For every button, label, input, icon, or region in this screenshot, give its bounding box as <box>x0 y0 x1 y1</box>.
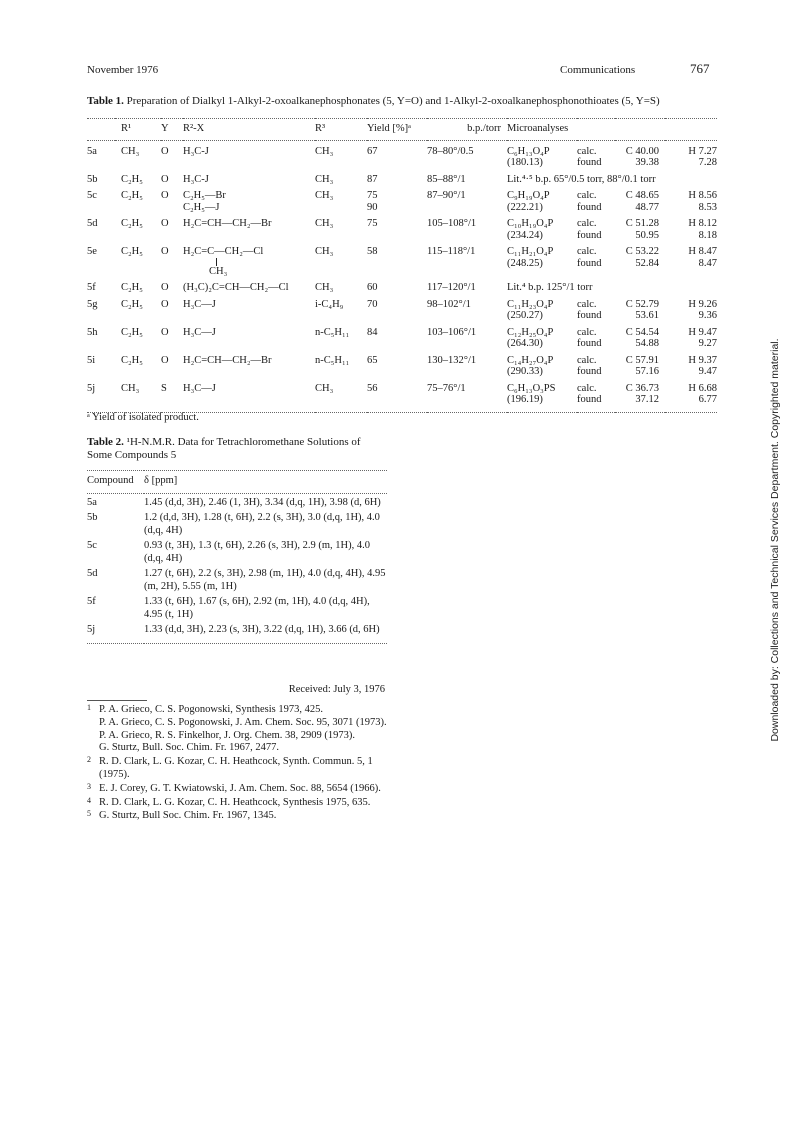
download-watermark-text: Downloaded by: Collections and Technical Services Department. Copyrighted material. <box>769 338 781 742</box>
running-header-section: Communications <box>560 64 636 76</box>
hydrogen-values <box>665 185 717 213</box>
reference-line: G. Sturtz, Bull. Soc. Chim. Fr. 1967, 2477. <box>99 742 279 754</box>
reference-number: 5 <box>87 809 91 819</box>
table-row <box>87 537 387 565</box>
r2x-value: H₃C—J <box>183 326 216 338</box>
molecular-weight: (248.25) <box>507 257 543 269</box>
carbon-values <box>615 294 665 322</box>
r3-cell: i-C₄H₉ <box>315 298 344 310</box>
bp-cell: 87–90°/1 <box>427 190 466 201</box>
found-label: found <box>577 338 602 349</box>
hydrogen-values <box>665 322 717 350</box>
references-divider <box>87 700 147 701</box>
hydrogen-found: 8.18 <box>698 229 717 241</box>
formula: C₉H₁₉O₄P <box>507 190 550 201</box>
bp-cell: 85–88°/1 <box>427 173 466 185</box>
found-label: found <box>577 157 602 168</box>
running-header-date: November 1976 <box>87 64 159 76</box>
r1-cell: C₂H₅ <box>121 190 143 201</box>
yield-cell <box>367 378 427 413</box>
compound-id: 5i <box>87 354 96 366</box>
bp-cell: 117–120°/1 <box>427 282 476 293</box>
found-label: found <box>577 394 602 405</box>
formula-cell <box>507 294 577 322</box>
yield-value: 60 <box>367 282 378 293</box>
reference-line: R. D. Clark, L. G. Kozar, C. H. Heathcock, Synth. Commun. 5, 1 (1975). <box>99 756 373 780</box>
y-cell: O <box>161 282 169 293</box>
r2x-cell <box>183 213 315 241</box>
r2x-cell <box>183 140 315 169</box>
page-number: 767 <box>690 61 710 76</box>
bp-cell: 130–132°/1 <box>427 354 477 366</box>
y-cell: O <box>161 298 169 310</box>
bp-cell: 103–106°/1 <box>427 326 477 338</box>
bp-cell: 78–80°/0.5 <box>427 145 474 157</box>
hydrogen-values <box>665 140 717 169</box>
hydrogen-values <box>665 350 717 378</box>
branch-bond <box>216 258 217 266</box>
yield-value: 56 <box>367 382 378 394</box>
col-r3: R³ <box>315 119 367 141</box>
r1-cell: C₂H₅ <box>121 173 143 185</box>
table2-header-row <box>87 471 387 494</box>
reference-line: E. J. Corey, G. T. Kwiatowski, J. Am. Chem. Soc. 88, 5654 (1966). <box>99 782 381 794</box>
col-r2x: R²-X <box>183 119 315 141</box>
r3-cell: n-C₅H₁₁ <box>315 354 350 366</box>
y-cell: S <box>161 378 183 413</box>
r1-cell: C₂H₅ <box>121 326 143 338</box>
r2x-value: C₂H₅—Br <box>183 190 226 201</box>
nmr-data: 1.45 (d,d, 3H), 2.46 (1, 3H), 3.34 (d,q, 1H), 3.98 (d, 6H) <box>144 496 381 508</box>
analysis-labels <box>577 241 615 277</box>
r1-cell: CH₃ <box>121 145 140 157</box>
table-row <box>87 593 387 621</box>
y-cell: O <box>161 190 169 201</box>
r2x-value: (H₃C)₂C=CH—CH₂—Cl <box>183 282 289 293</box>
found-label: found <box>577 201 602 213</box>
y-cell: O <box>161 354 169 366</box>
reference-number: 3 <box>87 781 91 791</box>
hydrogen-calc: H 8.56 <box>688 190 717 201</box>
col-microanalyses: Microanalyses <box>507 119 717 141</box>
reference-line: P. A. Grieco, C. S. Pogonowski, J. Am. Chem. Soc. 95, 3071 (1973). <box>99 716 387 728</box>
hydrogen-values <box>665 241 717 277</box>
table-row <box>87 565 387 593</box>
table-row <box>87 621 387 643</box>
reference-line: P. A. Grieco, R. S. Finkelhor, J. Org. Chem. 38, 2909 (1973). <box>99 729 356 741</box>
r1-cell: C₂H₅ <box>121 218 143 229</box>
bp-cell: 75–76°/1 <box>427 378 507 413</box>
reference-line: G. Sturtz, Bull Soc. Chim. Fr. 1967, 1345. <box>99 810 277 822</box>
r2x-cell <box>183 294 315 322</box>
carbon-calc: C 54.54 <box>625 326 659 338</box>
hydrogen-found: 9.27 <box>698 338 717 349</box>
reference-line: R. D. Clark, L. G. Kozar, C. H. Heathcock, Synthesis 1975, 635. <box>99 796 371 808</box>
r3-cell: n-C₅H₁₁ <box>315 326 350 338</box>
reference-item <box>87 704 387 755</box>
formula: C₁₂H₂₅O₄P <box>507 326 554 338</box>
r2x-value: H₃C-J <box>183 145 209 157</box>
r3-cell: CH₃ <box>315 378 367 413</box>
found-label: found <box>577 257 602 269</box>
r2x-cell <box>183 277 315 294</box>
table1 <box>87 118 717 413</box>
reference-item <box>87 756 387 782</box>
yield-cell <box>367 241 427 277</box>
calc-label: calc. <box>577 354 597 366</box>
r3-cell: CH₃ <box>315 145 334 157</box>
calc-label: calc. <box>577 382 597 394</box>
compound-id: 5b <box>87 512 98 523</box>
r1-cell: C₂H₅ <box>121 298 143 310</box>
hydrogen-found: 7.28 <box>698 157 717 168</box>
col-yield: Yield [%]ᵃ <box>367 119 427 141</box>
table2-caption-text: ¹H-N.M.R. Data for Tetrachloromethane Solutions of Some Compounds 5 <box>87 436 361 461</box>
r2x-cell <box>183 241 315 277</box>
literature-note: Lit.⁴ b.p. 125°/1 torr <box>507 282 593 293</box>
hydrogen-values <box>665 294 717 322</box>
table-row <box>87 241 717 277</box>
yield-value: 75 <box>367 190 378 201</box>
r2x-cell <box>183 378 315 413</box>
literature-note: Lit.⁴·⁵ b.p. 65°/0.5 torr, 88°/0.1 torr <box>507 173 656 185</box>
r3-cell: CH₃ <box>315 190 334 201</box>
yield-cell <box>367 185 427 213</box>
compound-id: 5f <box>87 596 96 607</box>
table-row <box>87 140 717 169</box>
compound-id: 5j <box>87 621 144 643</box>
table-row <box>87 294 717 322</box>
y-cell: O <box>161 145 169 157</box>
carbon-values <box>615 322 665 350</box>
r2x-cell <box>183 169 315 186</box>
nmr-data: 1.2 (d,d, 3H), 1.28 (t, 6H), 2.2 (s, 3H), 3.0 (d,q, 1H), 4.0 (d,q, 4H) <box>144 512 380 536</box>
r1-cell: CH₃ <box>115 378 161 413</box>
r1-cell: C₂H₅ <box>121 282 143 293</box>
molecular-weight: (264.30) <box>507 338 543 349</box>
carbon-found: 54.88 <box>635 338 659 349</box>
r1-cell: C₂H₅ <box>121 246 143 257</box>
carbon-found: 50.95 <box>635 229 659 241</box>
hydrogen-found: 8.53 <box>698 201 717 213</box>
hydrogen-found: 6.77 <box>698 394 717 405</box>
carbon-values <box>615 140 665 169</box>
yield-cell <box>367 322 427 350</box>
r2x-value: H₂C=CH—CH₂—Br <box>183 218 272 229</box>
carbon-found: 48.77 <box>635 201 659 213</box>
table-row <box>87 509 387 537</box>
molecular-weight: (250.27) <box>507 310 543 321</box>
table-row <box>87 378 717 413</box>
analysis-labels <box>577 350 615 378</box>
table2 <box>87 470 387 644</box>
calc-label: calc. <box>577 326 597 338</box>
r2x-value: H₂C=CH—CH₂—Br <box>183 354 272 366</box>
analysis-labels <box>577 213 615 241</box>
hydrogen-found: 9.36 <box>698 310 717 321</box>
y-cell: O <box>161 326 169 338</box>
table2-label: Table 2. <box>87 436 124 448</box>
analysis-labels <box>577 140 615 169</box>
r2x-value: H₃C—J <box>183 298 216 310</box>
formula: C₆H₁₃O₄P <box>507 145 550 157</box>
calc-label: calc. <box>577 246 597 257</box>
reference-number: 2 <box>87 755 91 765</box>
r3-cell: CH₃ <box>315 218 334 229</box>
hydrogen-found: 9.47 <box>698 366 717 377</box>
found-label: found <box>577 366 602 377</box>
bp-cell: 105–108°/1 <box>427 218 477 229</box>
compound-id: 5c <box>87 540 97 551</box>
hydrogen-values <box>665 378 717 413</box>
molecular-weight: (180.13) <box>507 157 543 168</box>
hydrogen-calc: H 8.12 <box>688 218 717 229</box>
yield-cell <box>367 294 427 322</box>
molecular-weight: (196.19) <box>507 394 543 405</box>
carbon-calc: C 40.00 <box>625 145 659 157</box>
carbon-values <box>615 350 665 378</box>
carbon-values <box>615 241 665 277</box>
col-y: Y <box>161 119 183 141</box>
compound-id: 5j <box>87 378 115 413</box>
hydrogen-calc: H 9.37 <box>688 354 717 366</box>
carbon-calc: C 52.79 <box>625 298 659 310</box>
reference-number: 1 <box>87 703 91 712</box>
table1-caption-text: Preparation of Dialkyl 1-Alkyl-2-oxoalkanephosphonates (5, Y=O) and 1-Alkyl-2-oxoalkanephosphonothioates (5, Y=S) <box>126 95 660 107</box>
carbon-calc: C 57.91 <box>625 354 659 366</box>
formula-cell <box>507 241 577 277</box>
table1-footnote: ᵃ Yield of isolated product. <box>87 412 199 423</box>
download-watermark <box>768 330 782 750</box>
carbon-values <box>615 213 665 241</box>
carbon-found: 37.12 <box>635 394 659 405</box>
carbon-calc: C 51.28 <box>625 218 659 229</box>
yield-cell <box>367 213 427 241</box>
molecular-weight: (234.24) <box>507 229 543 241</box>
r2x-substituent: CH₃ <box>209 265 228 277</box>
yield-value: 75 <box>367 218 378 229</box>
reference-number: 4 <box>87 795 91 805</box>
nmr-data: 1.33 (t, 6H), 1.67 (s, 6H), 2.92 (m, 1H), 4.0 (d,q, 4H), 4.95 (t, 1H) <box>144 596 370 620</box>
r2x-value: H₃C-J <box>183 173 209 185</box>
analysis-labels <box>577 185 615 213</box>
hydrogen-calc: H 8.47 <box>688 246 717 257</box>
table1-label: Table 1. <box>87 95 124 107</box>
carbon-found: 57.16 <box>635 366 659 377</box>
r3-cell: CH₃ <box>315 173 334 185</box>
carbon-found: 53.61 <box>635 310 659 321</box>
reference-item <box>87 797 387 810</box>
bp-cell: 98–102°/1 <box>427 298 471 310</box>
nmr-data: 1.33 (d,d, 3H), 2.23 (s, 3H), 3.22 (d,q, 1H), 3.66 (d, 6H) <box>144 621 387 643</box>
table-row <box>87 350 717 378</box>
yield-value: 87 <box>367 173 378 185</box>
col-delta: δ [ppm] <box>144 471 387 494</box>
col-compound: Compound <box>87 471 144 494</box>
yield-value: 84 <box>367 326 378 338</box>
table-row <box>87 493 387 509</box>
table-row <box>87 213 717 241</box>
hydrogen-calc: H 9.26 <box>688 298 717 310</box>
r3-cell: CH₃ <box>315 246 334 257</box>
carbon-found: 52.84 <box>635 257 659 269</box>
molecular-weight: (290.33) <box>507 366 543 377</box>
compound-id: 5d <box>87 218 98 229</box>
formula-cell <box>507 378 577 413</box>
formula-cell <box>507 350 577 378</box>
table-row <box>87 185 717 213</box>
hydrogen-calc: H 7.27 <box>688 145 717 157</box>
compound-id: 5c <box>87 190 97 201</box>
compound-id: 5g <box>87 298 98 310</box>
table1-caption <box>87 95 727 107</box>
reference-item <box>87 810 387 823</box>
y-cell: O <box>161 246 169 257</box>
nmr-data: 1.27 (t, 6H), 2.2 (s, 3H), 2.98 (m, 1H), 4.0 (d,q, 4H), 4.95 (m, 2H), 5.55 (m, 1H) <box>144 568 386 592</box>
col-bp: b.p./torr <box>427 119 507 141</box>
hydrogen-calc: H 6.68 <box>688 382 717 394</box>
reference-line: P. A. Grieco, C. S. Pogonowski, Synthesis 1973, 425. <box>99 704 324 715</box>
r2x-cell <box>183 185 315 213</box>
bp-cell: 115–118°/1 <box>427 246 476 257</box>
yield-cell <box>367 169 427 186</box>
table-row <box>87 277 717 294</box>
yield-value-alt: 90 <box>367 201 378 213</box>
carbon-calc: C 48.65 <box>625 190 659 201</box>
formula: C₆H₁₃O₃PS <box>507 382 556 394</box>
calc-label: calc. <box>577 190 597 201</box>
r3-cell: CH₃ <box>315 282 334 293</box>
found-label: found <box>577 229 602 241</box>
hydrogen-values <box>665 213 717 241</box>
compound-id: 5h <box>87 326 98 338</box>
analysis-labels <box>577 378 615 413</box>
found-label: found <box>577 310 602 321</box>
yield-cell <box>367 350 427 378</box>
carbon-calc: C 53.22 <box>625 246 659 257</box>
formula-cell <box>507 185 577 213</box>
col-r1: R¹ <box>115 119 161 141</box>
received-date: Received: July 3, 1976 <box>288 684 385 695</box>
r2x-cell <box>183 350 315 378</box>
formula-cell <box>507 322 577 350</box>
nmr-data: 0.93 (t, 3H), 1.3 (t, 6H), 2.26 (s, 3H), 2.9 (m, 1H), 4.0 (d,q, 4H) <box>144 540 371 564</box>
r2x-cell <box>183 322 315 350</box>
formula-cell <box>507 213 577 241</box>
y-cell: O <box>161 218 169 229</box>
yield-value: 58 <box>367 246 378 257</box>
compound-id: 5a <box>87 496 97 508</box>
yield-value: 70 <box>367 298 378 310</box>
r2x-value-alt: C₂H₅—J <box>183 201 220 213</box>
hydrogen-calc: H 9.47 <box>688 326 717 338</box>
compound-id: 5a <box>87 145 97 157</box>
compound-id: 5f <box>87 282 96 293</box>
r1-cell: C₂H₅ <box>121 354 143 366</box>
table1-header-row <box>87 119 717 141</box>
table2-caption <box>87 436 387 462</box>
carbon-values <box>615 378 665 413</box>
y-cell: O <box>161 173 169 185</box>
analysis-labels <box>577 322 615 350</box>
formula: C₁₄H₂₇O₄P <box>507 354 554 366</box>
yield-value: 67 <box>367 145 378 157</box>
carbon-calc: C 36.73 <box>625 382 659 394</box>
calc-label: calc. <box>577 145 597 157</box>
compound-id: 5b <box>87 173 98 185</box>
yield-cell <box>367 140 427 169</box>
r2x-value: H₂C=C—CH₂—Cl <box>183 246 264 257</box>
formula-cell <box>507 140 577 169</box>
table-row <box>87 322 717 350</box>
yield-value: 65 <box>367 354 378 366</box>
r2x-value: H₃C—J <box>183 382 216 394</box>
formula: C₁₁H₂₃O₄P <box>507 298 554 310</box>
reference-item <box>87 783 387 796</box>
formula: C₁₀H₁₉O₄P <box>507 218 554 229</box>
molecular-weight: (222.21) <box>507 201 543 213</box>
calc-label: calc. <box>577 218 597 229</box>
carbon-values <box>615 185 665 213</box>
compound-id: 5d <box>87 568 98 579</box>
carbon-found: 39.38 <box>635 157 659 168</box>
compound-id: 5e <box>87 246 97 257</box>
table-row <box>87 169 717 186</box>
analysis-labels <box>577 294 615 322</box>
calc-label: calc. <box>577 298 597 310</box>
yield-cell <box>367 277 427 294</box>
references-list <box>87 704 387 824</box>
formula: C₁₁H₂₁O₄P <box>507 246 554 257</box>
hydrogen-found: 8.47 <box>698 257 717 269</box>
